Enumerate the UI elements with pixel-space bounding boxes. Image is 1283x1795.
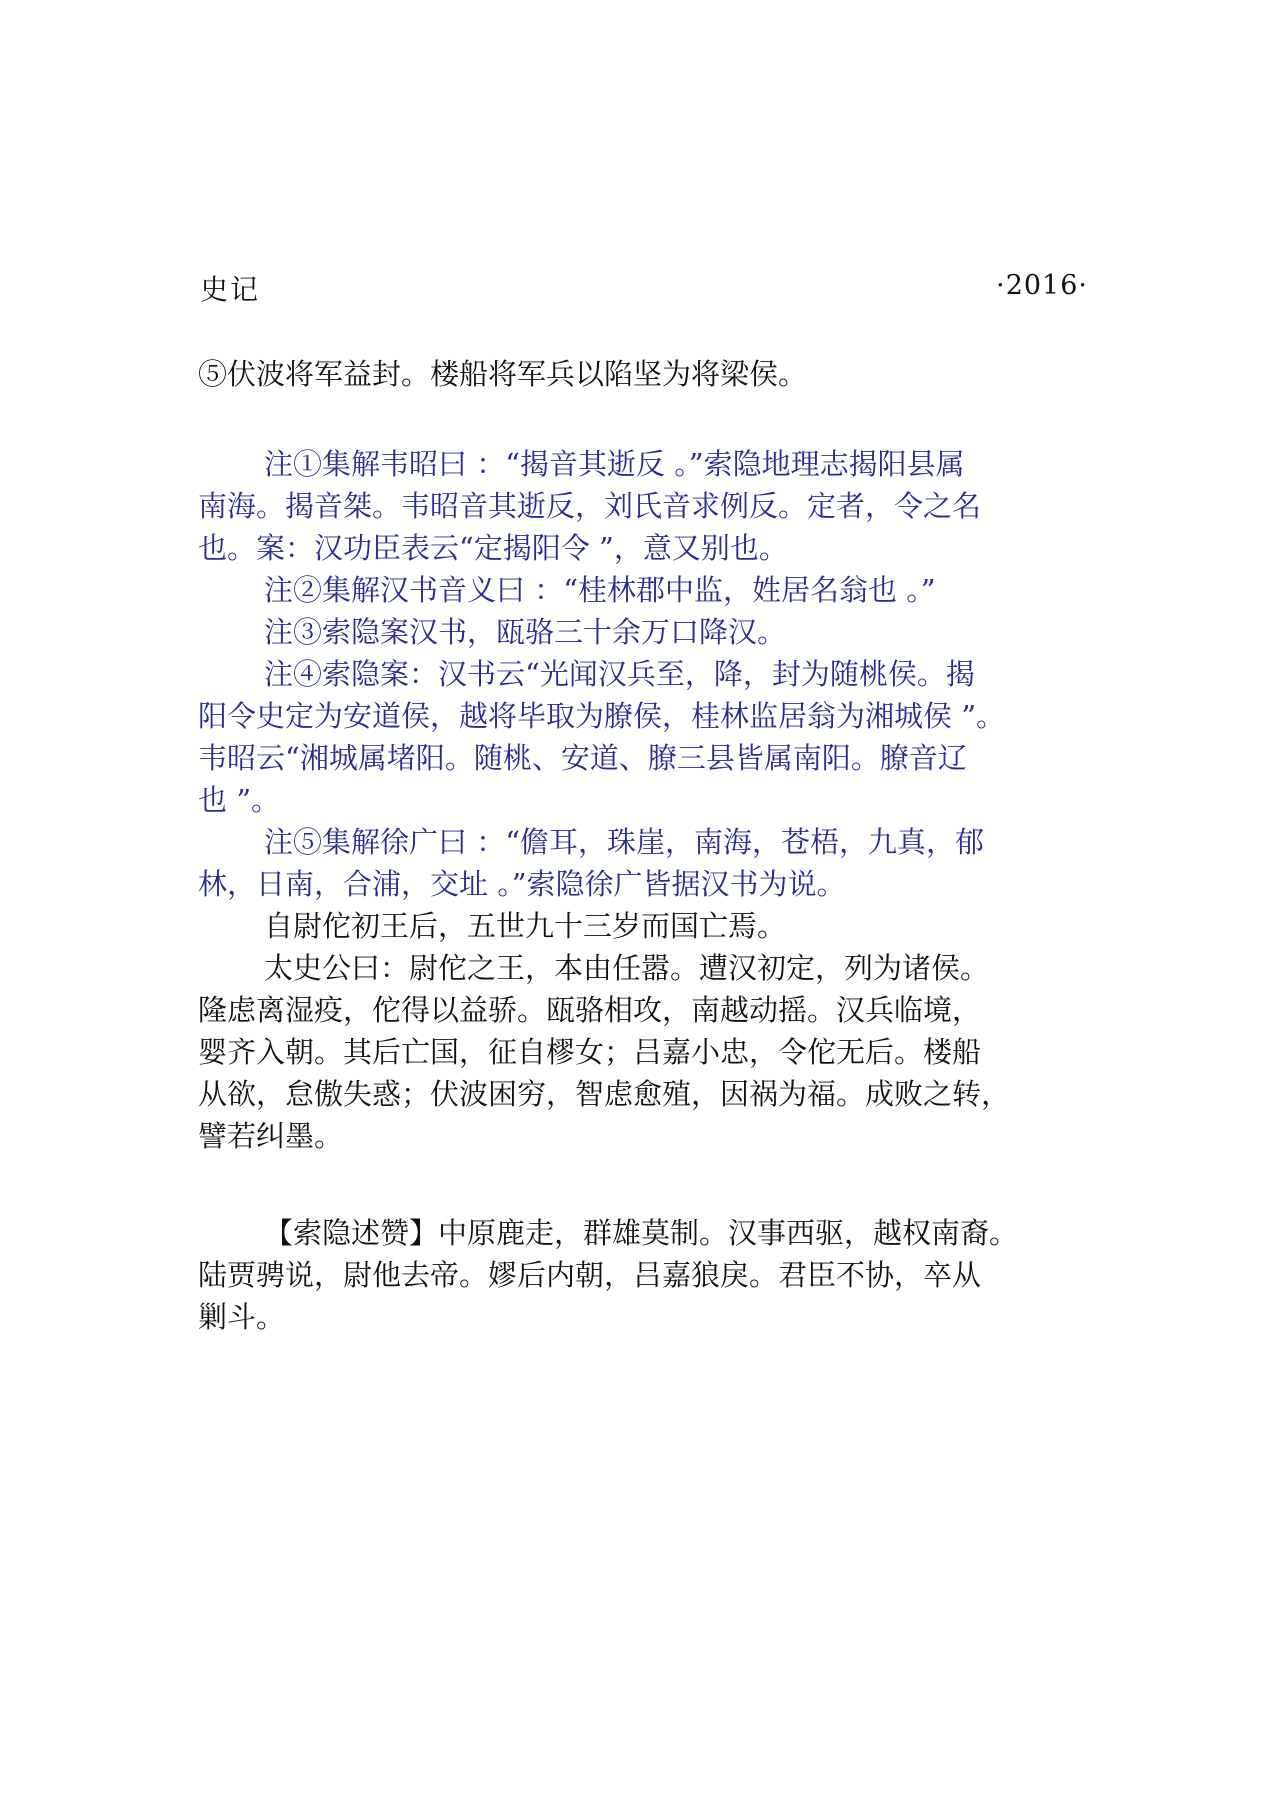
- main-paragraph-2-line-3: 婴齐入朝。其后亡国，征自樛女；吕嘉小忠，令佗无后。楼船: [198, 1035, 982, 1069]
- note-4-line-4: 也 ”。: [198, 783, 281, 817]
- main-paragraph-2-line-5: 譬若纠墨。: [198, 1119, 344, 1153]
- main-paragraph-2-line-4: 从欲，怠傲失惑；伏波困穷，智虑愈殖，因祸为福。成败之转，: [198, 1077, 1011, 1111]
- notes-block: [198, 443, 1098, 1157]
- page-number: ·2016·: [996, 270, 1088, 301]
- first-line-block: [198, 353, 1098, 395]
- note-3: 注③索隐案汉书，瓯骆三十余万口降汉。: [264, 615, 787, 649]
- note-5-line-1: 注⑤集解徐广曰 ：“儋耳，珠崖，南海，苍梧，九真，郁: [264, 825, 985, 859]
- zan-line-1: 【索隐述赞】中原鹿走，群雄莫制。汉事西驱，越权南裔。: [264, 1216, 1019, 1250]
- book-title: 史记: [200, 273, 261, 306]
- zan-block: [198, 1212, 1098, 1338]
- main-paragraph-2-line-1: 太史公曰：尉佗之王，本由任嚣。遭汉初定，列为诸侯。: [264, 951, 990, 985]
- zan-line-2: 陆贾骋说，尉他去帝。嫪后内朝，吕嘉狼戾。君臣不协，卒从: [198, 1258, 982, 1292]
- note-1-line-2: 南海。揭音桀。韦昭音其逝反，刘氏音求例反。定者，令之名: [198, 489, 982, 523]
- note-4-line-3: 韦昭云“湘城属堵阳。随桃、安道、膫三县皆属南阳。膫音辽: [198, 741, 967, 775]
- note-4-line-2: 阳令史定为安道侯，越将毕取为膫侯，桂林监居翁为湘城侯 ”。: [198, 699, 1006, 733]
- note-2: 注②集解汉书音义曰 ：“桂林郡中监，姓居名翁也 。”: [264, 573, 936, 607]
- main-paragraph-1: 自尉佗初王后，五世九十三岁而国亡焉。: [264, 909, 787, 943]
- main-paragraph-2-line-2: 隆虑离湿疫，佗得以益骄。瓯骆相攻，南越动摇。汉兵临境，: [198, 993, 982, 1027]
- zan-line-3: 剿斗。: [198, 1300, 286, 1334]
- note-1-line-1: 注①集解韦昭曰 ：“揭音其逝反 。”索隐地理志揭阳县属: [264, 447, 965, 481]
- note-5-line-2: 林，日南，合浦，交址 。”索隐徐广皆据汉书为说。: [198, 867, 846, 901]
- note-1-line-3: 也。案：汉功臣表云“定揭阳令 ”，意又别也。: [198, 531, 788, 565]
- note-4-line-1: 注④索隐案：汉书云“光闻汉兵至，降，封为随桃侯。揭: [264, 657, 975, 691]
- text-line: ⑤伏波将军益封。楼船将军兵以陷坚为将梁侯。: [198, 357, 808, 391]
